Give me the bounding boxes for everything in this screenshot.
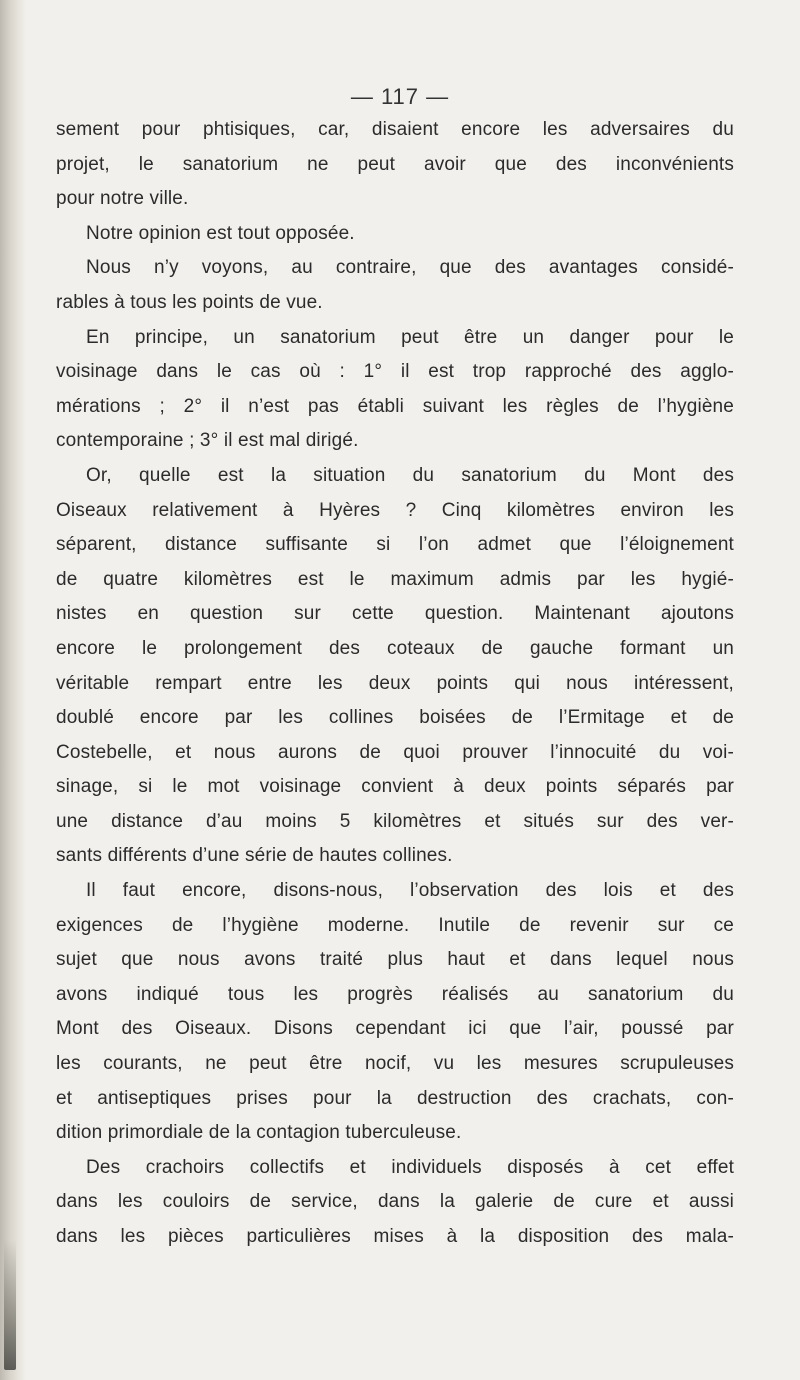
text-line: contemporaine ; 3° il est mal dirigé. [56, 430, 359, 452]
text-line: Or, quelle est la situation du sanatorium du Mont des [86, 464, 734, 486]
text-line: de quatre kilomètres est le maximum admis par les hygié- [56, 568, 734, 590]
text-line: encore le prolongement des coteaux de gauche formant un [56, 637, 734, 659]
text-line: Des crachoirs collectifs et individuels disposés à cet effet [86, 1156, 734, 1178]
text-line: Costebelle, et nous aurons de quoi prouver l’innocuité du voi- [56, 741, 734, 763]
text-line: séparent, distance suffisante si l’on admet que l’éloignement [56, 534, 734, 556]
body-text [56, 113, 734, 1255]
text-line: pour notre ville. [56, 188, 189, 210]
text-line: dans les couloirs de service, dans la galerie de cure et aussi [56, 1191, 734, 1213]
page-binding-edge [0, 0, 26, 1380]
text-line: exigences de l’hygiène moderne. Inutile de revenir sur ce [56, 914, 734, 936]
text-line: dans les pièces particulières mises à la disposition des mala- [56, 1226, 734, 1247]
text-line: une distance d’au moins 5 kilomètres et situés sur des ver- [56, 810, 734, 832]
text-line: voisinage dans le cas où : 1° il est trop rapproché des agglo- [56, 361, 734, 383]
text-line: nistes en question sur cette question. Maintenant ajoutons [56, 603, 734, 625]
text-line: Notre opinion est tout opposée. [86, 222, 355, 244]
text-line: En principe, un sanatorium peut être un danger pour le [86, 326, 734, 348]
text-line: et antiseptiques prises pour la destruction des crachats, con- [56, 1087, 734, 1109]
text-line: Nous n’y voyons, au contraire, que des avantages considé- [86, 257, 734, 279]
text-line: avons indiqué tous les progrès réalisés au sanatorium du [56, 983, 734, 1005]
text-line: doublé encore par les collines boisées de l’Ermitage et de [56, 707, 734, 729]
text-line: mérations ; 2° il n’est pas établi suivant les règles de l’hygiène [56, 395, 734, 417]
text-line: sement pour phtisiques, car, disaient encore les adversaires du [56, 119, 734, 140]
text-line: Oiseaux relativement à Hyères ? Cinq kilomètres environ les [56, 499, 734, 521]
text-line: véritable rempart entre les deux points qui nous intéressent, [56, 672, 734, 694]
text-line: rables à tous les points de vue. [56, 291, 323, 313]
page-number: — 117 — [350, 84, 450, 109]
text-line: sinage, si le mot voisinage convient à deux points séparés par [56, 776, 734, 798]
text-line: Il faut encore, disons-nous, l’observation des lois et des [86, 880, 734, 902]
text-line: dition primordiale de la contagion tuberculeuse. [56, 1122, 462, 1144]
text-line: sujet que nous avons traité plus haut et dans lequel nous [56, 949, 734, 971]
text-line: projet, le sanatorium ne peut avoir que des inconvénients [56, 153, 734, 175]
text-line: Mont des Oiseaux. Disons cependant ici que l’air, poussé par [56, 1018, 734, 1040]
text-line: les courants, ne peut être nocif, vu les mesures scrupuleuses [56, 1053, 734, 1075]
text-line: sants différents d’une série de hautes collines. [56, 845, 453, 867]
